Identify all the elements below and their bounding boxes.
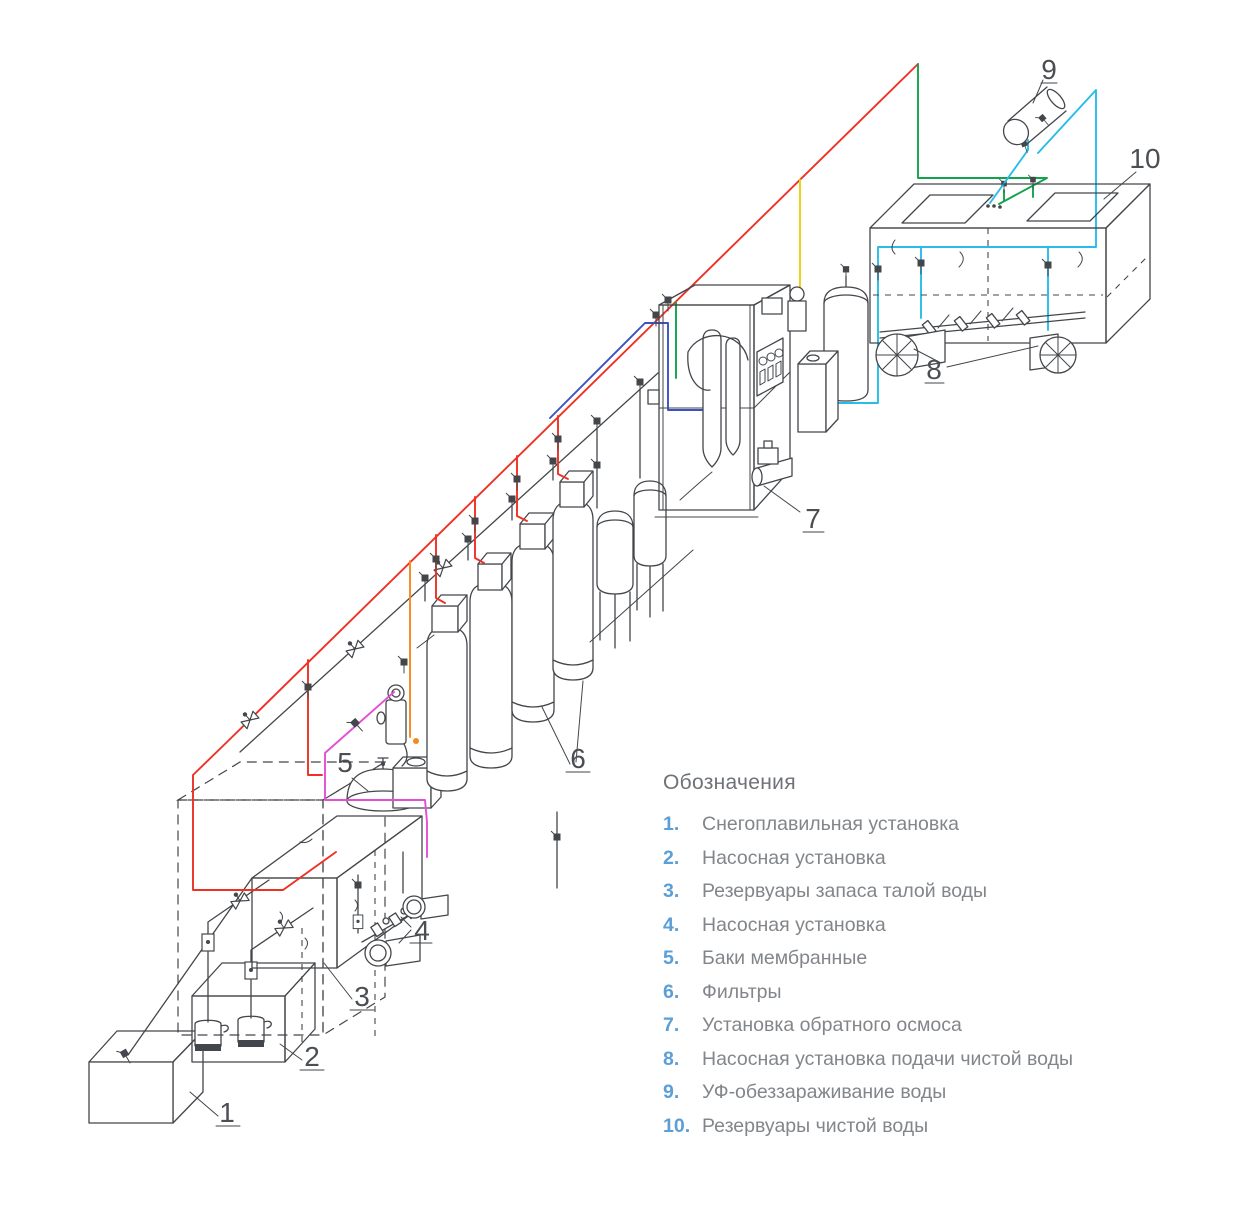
legend-item-label: Баки мембранные [702,947,868,969]
valve-icon [551,831,561,848]
raw-water-pipe-red [193,64,918,890]
legend-item-number: 5. [663,947,680,969]
legend-item-label: УФ-обеззараживание воды [702,1081,947,1103]
pump-unit-8 [876,308,1085,376]
legend-item-label: Насосная установка [702,846,886,869]
label-5: 5 [337,747,353,778]
solution-tank [597,511,633,648]
filter-tank [553,471,593,680]
label-10: 10 [1129,143,1161,174]
legend [663,771,1183,1143]
legend-list [663,808,1183,1143]
valve-icon [238,707,259,728]
filters [417,471,693,888]
label-9: 9 [1041,54,1057,85]
legend-item-label: Фильтры [702,980,782,1003]
label-6: 6 [570,743,586,774]
legend-item-number: 7. [663,1014,680,1036]
horizontal-pump-icon [365,935,420,966]
reverse-osmosis-unit [648,285,792,517]
legend-item-label: Установка обратного осмоса [702,1014,962,1036]
float-switch-icon [202,934,214,951]
legend-item [663,1009,1183,1043]
legend-item [663,1043,1183,1077]
legend-item-number: 6. [663,980,680,1003]
uv-disinfection-unit [998,87,1067,150]
valve-icon [343,636,364,657]
label-3: 3 [354,981,370,1012]
legend-item [663,842,1183,876]
legend-item [663,1110,1183,1144]
antiscalant-pump [788,287,806,331]
centrifugal-pump-icon [1030,334,1076,373]
label-7: 7 [805,503,821,534]
legend-item [663,976,1183,1010]
legend-item [663,942,1183,976]
legend-item-label: Резервуары запаса талой воды [702,880,988,902]
label-2: 2 [304,1041,320,1072]
legend-item-number: 8. [663,1047,680,1070]
legend-item-label: Снегоплавильная установка [702,813,960,835]
submersible-pump-icon [238,1016,271,1047]
solution-tank [634,481,666,617]
valve-icon [352,879,362,896]
legend-item-label: Резервуары чистой воды [702,1114,929,1137]
legend-item-number: 2. [663,846,680,869]
legend-item [663,909,1183,943]
pump-unit-4 [362,895,448,966]
legend-item [663,808,1183,842]
float-switch-icon [245,962,257,979]
legend-item-label: Насосная установка подачи чистой воды [702,1047,1073,1070]
legend-item-number: 3. [663,880,680,902]
legend-title: Обозначения [663,771,796,794]
label-8: 8 [926,354,942,385]
legend-item-number: 4. [663,913,680,936]
legend-item-number: 10. [663,1114,691,1137]
filter-tank [470,553,512,768]
legend-item [663,875,1183,909]
legend-item [663,1076,1183,1110]
legend-item-number: 9. [663,1081,680,1103]
legend-item-label: Насосная установка [702,913,886,936]
legend-item-number: 1. [663,813,680,835]
filter-tank [512,513,554,722]
control-cabinet [798,351,838,432]
submersible-pump-icon [195,1020,228,1051]
label-4: 4 [414,915,430,946]
backwash-pipe-orange [410,561,419,744]
label-1: 1 [219,1097,235,1128]
permeate-pipe-blue [550,323,708,418]
float-switch-icon [353,915,363,929]
snow-melting-unit [89,878,252,1123]
